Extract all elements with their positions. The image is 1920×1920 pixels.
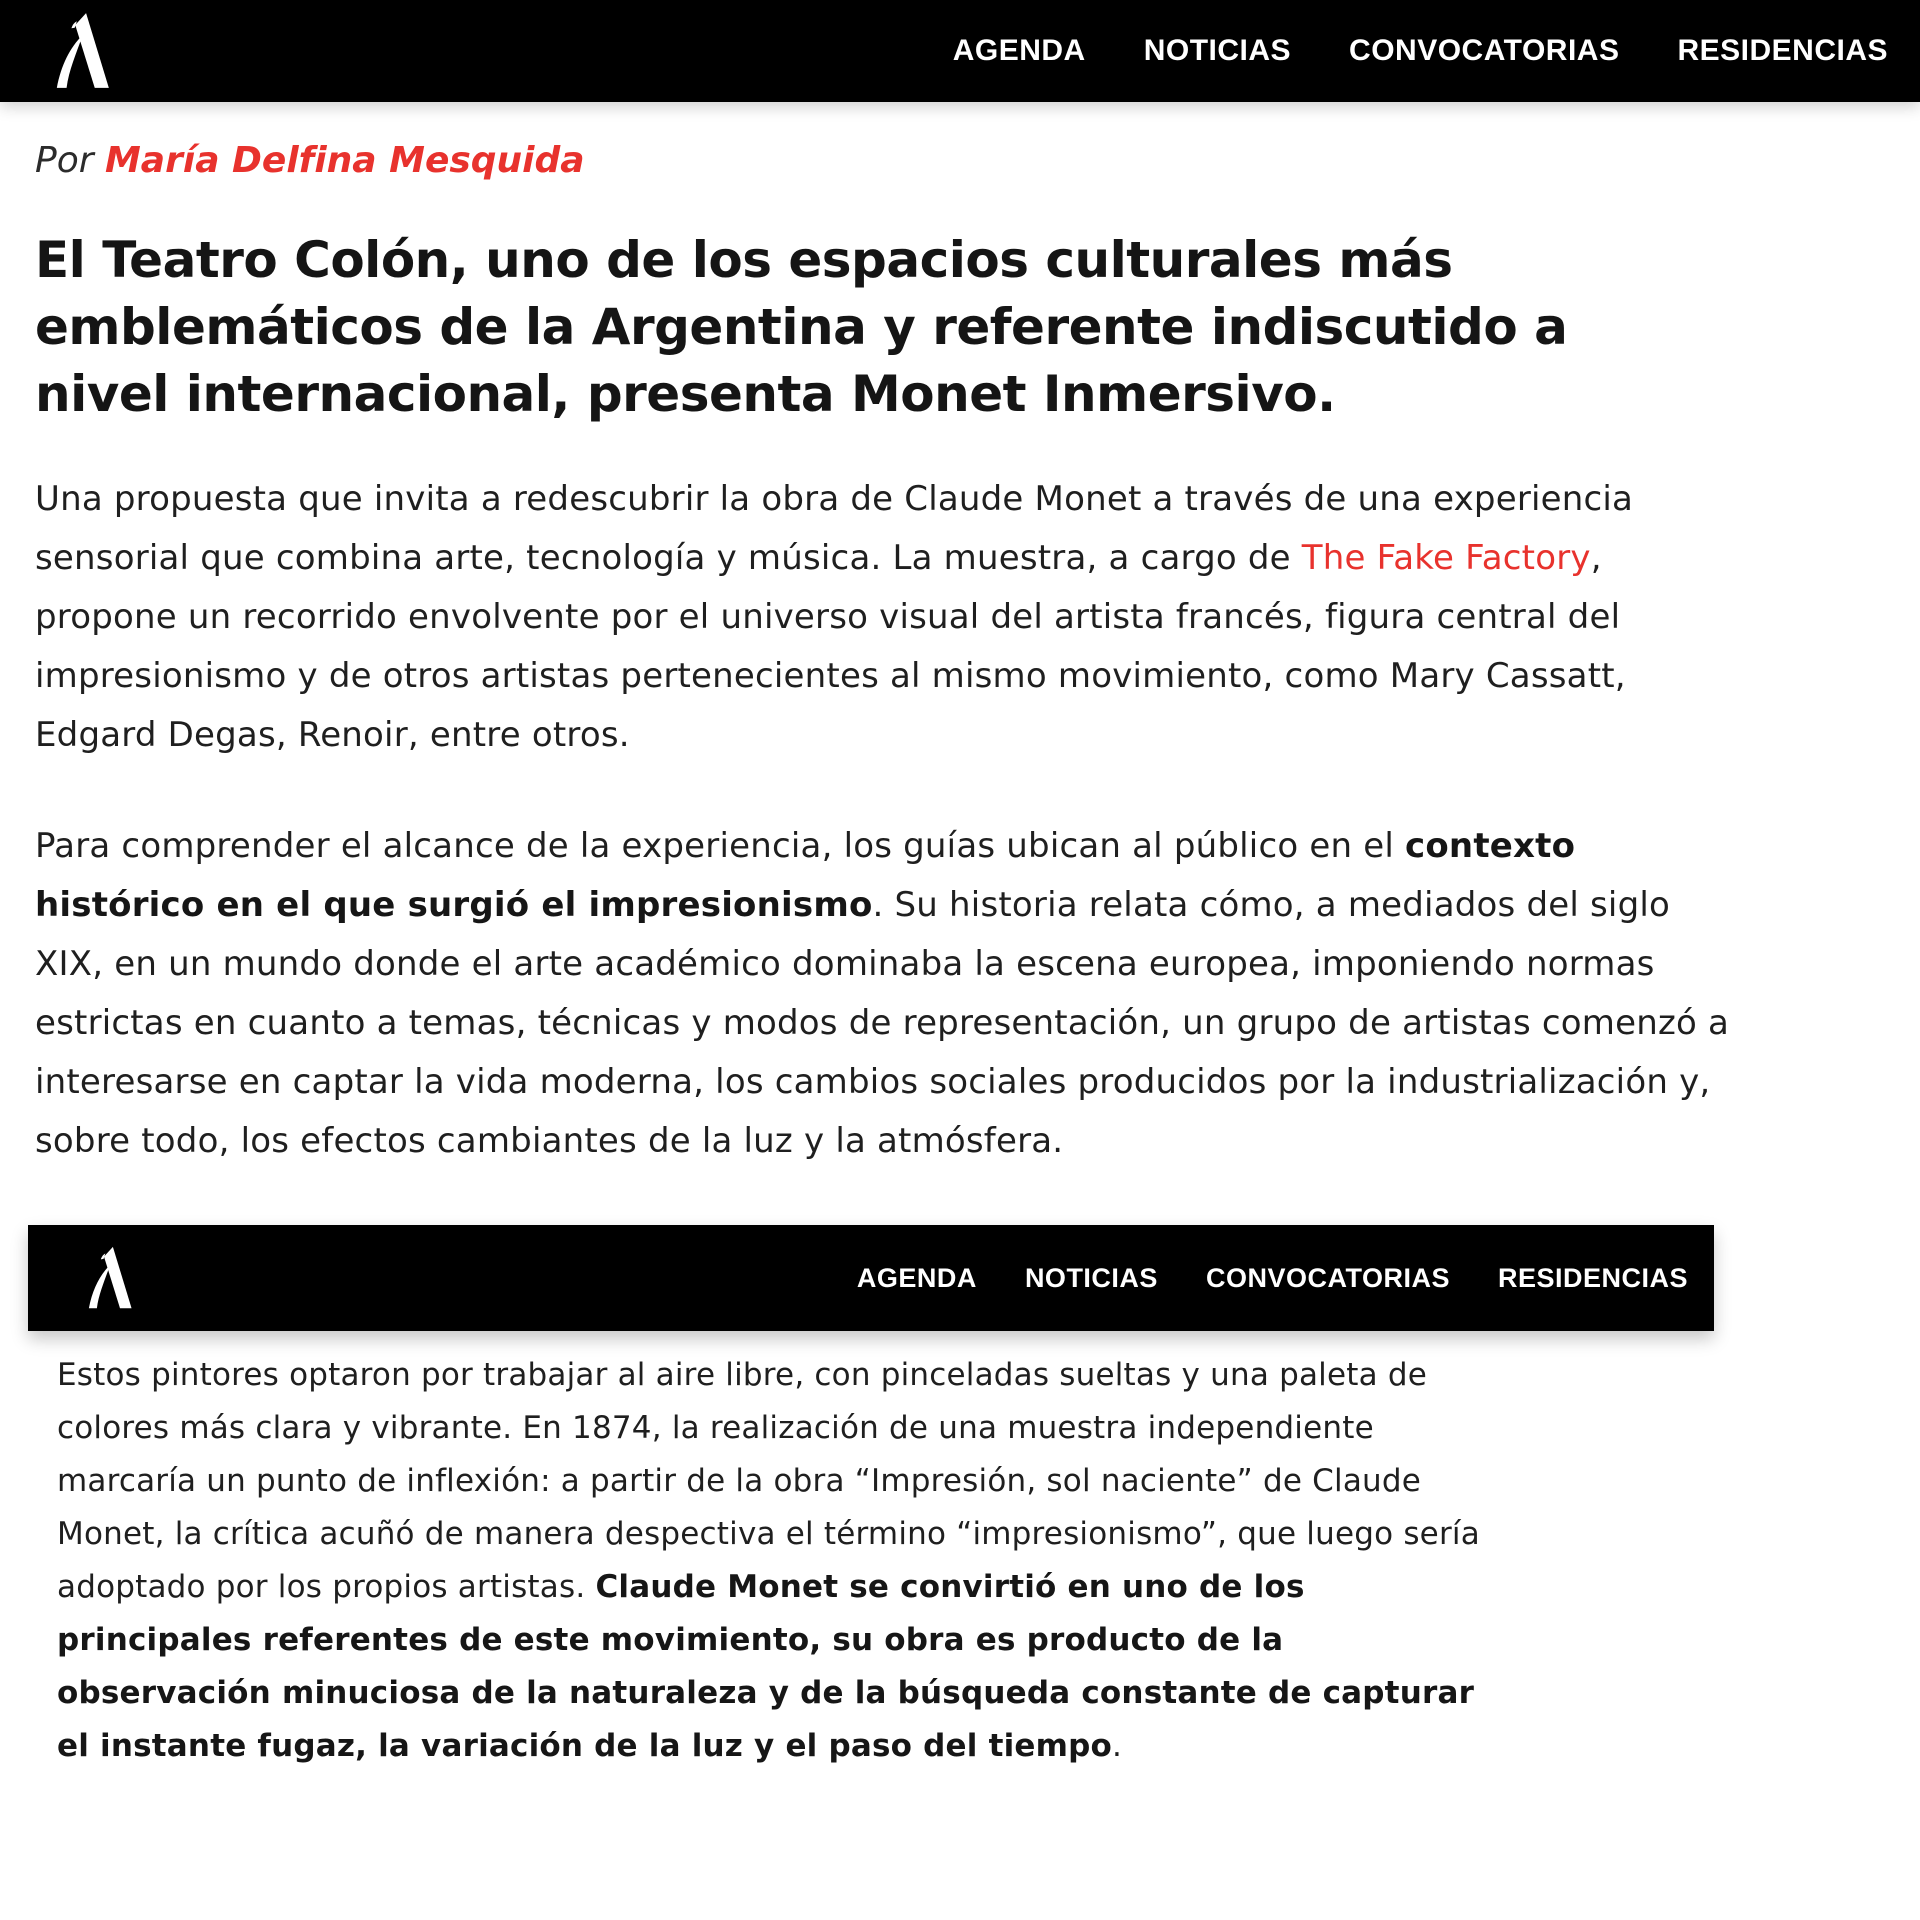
article-title: El Teatro Colón, uno de los espacios culturales más emblemáticos de la Argentina y referente indiscutido a nivel internacional, presenta Monet Inmersivo.	[35, 231, 1568, 423]
p3-text-after: .	[1112, 1728, 1123, 1764]
fake-factory-link[interactable]: The Fake Factory	[1301, 538, 1591, 578]
nav-link-residencias[interactable]: RESIDENCIAS	[1677, 34, 1888, 67]
brand-a-icon	[46, 12, 113, 90]
nav-link-convocatorias[interactable]: CONVOCATORIAS	[1349, 34, 1620, 67]
sticky-nav-link-agenda[interactable]: AGENDA	[856, 1262, 977, 1293]
byline	[35, 140, 1885, 181]
article-continuation	[0, 1349, 1920, 1773]
p3-text-before: Estos pintores optaron por trabajar al aire libre, con pinceladas sueltas y una paleta de colores más clara y vibrante. En 1874, la realización de una muestra independiente marcaría un punto de inflexión: a partir de la obra “Impresión, sol naciente” de Claude Monet, la crítica acuñó de manera despectiva el término “impresionismo”, que luego sería adoptado por los propios artistas.	[57, 1357, 1480, 1605]
main-nav	[953, 34, 1888, 68]
p2-text-before: Para comprender el alcance de la experiencia, los guías ubican al público en el	[35, 826, 1405, 866]
sticky-brand-logo-link[interactable]	[80, 1246, 135, 1310]
paragraph-3	[57, 1349, 1487, 1773]
paragraph-2	[35, 817, 1735, 1171]
sticky-nav-link-residencias[interactable]: RESIDENCIAS	[1497, 1262, 1688, 1293]
p2-text-after: . Su historia relata cómo, a mediados del siglo XIX, en un mundo donde el arte académico dominaba la escena europea, imponiendo normas estrictas en cuanto a temas, técnicas y modos de representación, un grupo de artistas comenzó a interesarse en captar la vida moderna, los cambios sociales producidos por la industrialización y, sobre todo, los efectos cambiantes de la luz y la atmósfera.	[35, 885, 1730, 1161]
paragraph-1	[35, 470, 1735, 765]
sticky-brand-a-icon	[80, 1246, 135, 1310]
site-header	[0, 0, 1920, 102]
p1-text-after: , propone un recorrido envolvente por el universo visual del artista francés, figura central del impresionismo y de otros artistas pertenecientes al mismo movimiento, como Mary Cassatt, Edgard Degas, Renoir, entre otros.	[35, 538, 1626, 755]
brand-logo-link[interactable]	[46, 12, 113, 90]
p2-bold-text: contexto histórico en el que surgió el impresionismo	[35, 826, 1576, 925]
byline-prefix: Por	[35, 140, 105, 181]
sticky-main-nav	[857, 1263, 1688, 1294]
p1-text-before: Una propuesta que invita a redescubrir la obra de Claude Monet a través de una experiencia sensorial que combina arte, tecnología y música. La muestra, a cargo de	[35, 479, 1634, 578]
p3-bold-text: Claude Monet se convirtió en uno de los principales referentes de este movimiento, su obra es producto de la observación minuciosa de la naturaleza y de la búsqueda constante de capturar el instante fugaz, la variación de la luz y el paso del tiempo	[57, 1569, 1475, 1764]
sticky-header	[28, 1225, 1714, 1331]
sticky-nav-link-noticias[interactable]: NOTICIAS	[1024, 1262, 1158, 1293]
nav-link-noticias[interactable]: NOTICIAS	[1143, 34, 1292, 67]
sticky-nav-link-convocatorias[interactable]: CONVOCATORIAS	[1205, 1262, 1450, 1293]
nav-link-agenda[interactable]: AGENDA	[952, 34, 1086, 67]
byline-author-link[interactable]: María Delfina Mesquida	[104, 140, 585, 181]
article	[0, 140, 1920, 1171]
